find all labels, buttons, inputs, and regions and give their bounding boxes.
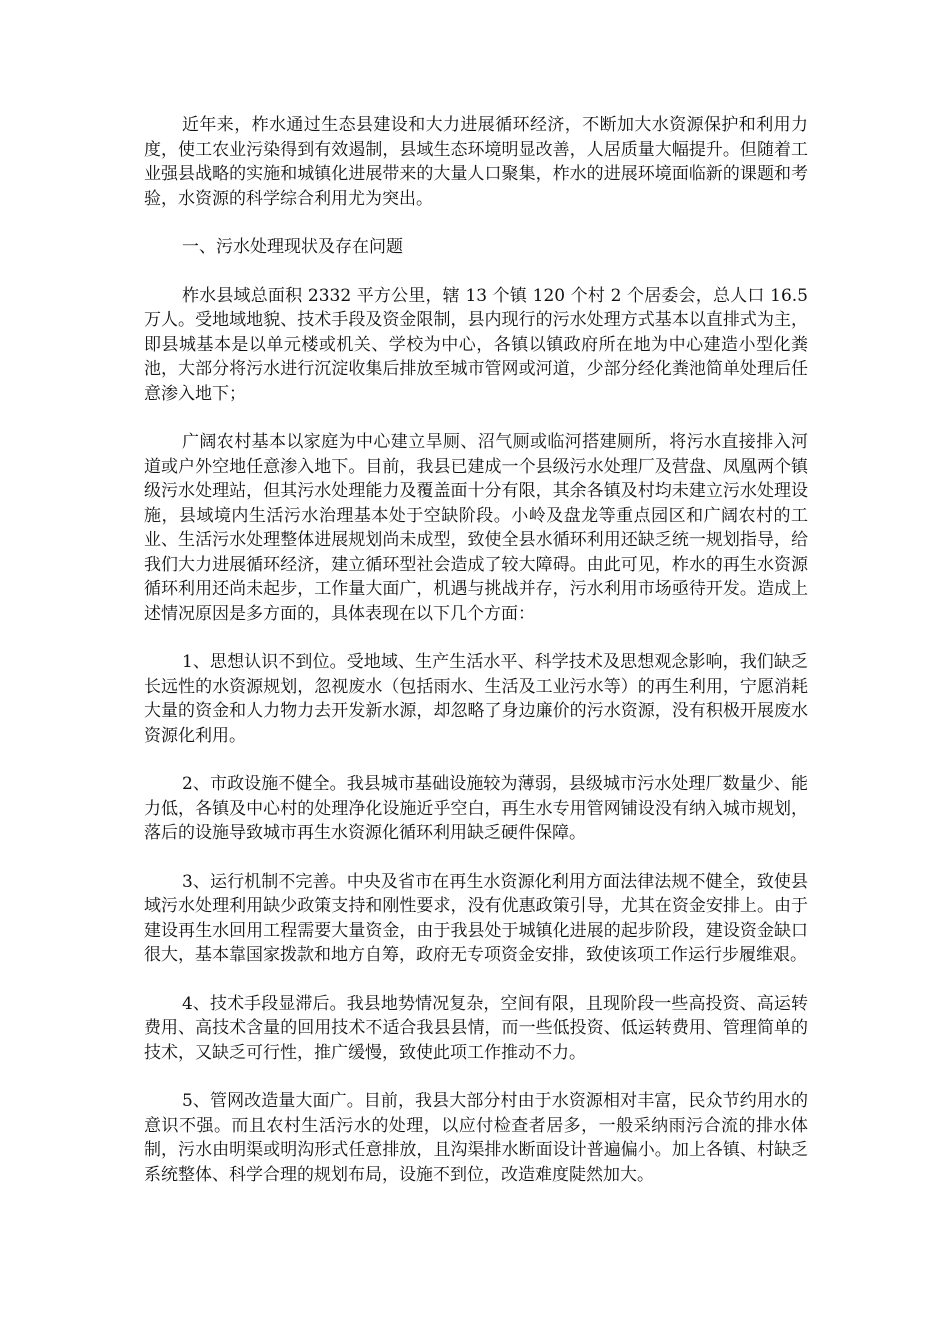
document-page bbox=[144, 113, 808, 1211]
intro-paragraph: 近年来，柞水通过生态县建设和大力进展循环经济，不断加大水资源保护和利用力度，使工农业污染得到有效遏制，县域生态环境明显改善，人居质量大幅提升。但随着工业强县战略的实施和城镇化进展带来的大量人口聚集，柞水的进展环境面临新的课题和考验，水资源的科学综合利用尤为突出。 bbox=[144, 115, 808, 209]
body-paragraph-6: 4、技术手段显滞后。我县地势情况复杂，空间有限，且现阶段一些高投资、高运转费用、高技术含量的回用技术不适合我县县情，而一些低投资、低运转费用、管理简单的技术，又缺乏可行性，推广缓慢，致使此项工作推动不力。 bbox=[144, 993, 808, 1063]
body-paragraph-5: 3、运行机制不完善。中央及省市在再生水资源化利用方面法律法规不健全，致使县域污水处理利用缺少政策支持和刚性要求，没有优惠政策引导，尤其在资金安排上。由于建设再生水回用工程需要大量资金，由于我县处于城镇化进展的起步阶段，建设资金缺口很大，基本靠国家拨款和地方自筹，政府无专项资金安排，致使该项工作运行步履维艰。 bbox=[144, 871, 808, 965]
body-paragraph-4: 2、市政设施不健全。我县城市基础设施较为薄弱，县级城市污水处理厂数量少、能力低，各镇及中心村的处理净化设施近乎空白，再生水专用管网铺设没有纳入城市规划，落后的设施导致城市再生水资源化循环利用缺乏硬件保障。 bbox=[144, 774, 808, 843]
body-paragraph-3: 1、思想认识不到位。受地域、生产生活水平、科学技术及思想观念影响，我们缺乏长远性的水资源规划，忽视废水（包括雨水、生活及工业污水等）的再生利用，宁愿消耗大量的资金和人力物力去开发新水源，却忽略了身边廉价的污水资源，没有积极开展废水资源化利用。 bbox=[144, 652, 808, 746]
body-paragraph-2: 广阔农村基本以家庭为中心建立旱厕、沼气厕或临河搭建厕所，将污水直接排入河道或户外空地任意渗入地下。目前，我县已建成一个县级污水处理厂及营盘、凤凰两个镇级污水处理站，但其污水处理能力及覆盖面十分有限，其余各镇及村均未建立污水处理设施，县域境内生活污水治理基本处于空缺阶段。小岭及盘龙等重点园区和广阔农村的工业、生活污水处理整体进展规划尚未成型，致使全县水循环利用还缺乏统一规划指导，给我们大力进展循环经济，建立循环型社会造成了较大障碍。由此可见，柞水的再生水资源循环利用还尚未起步，工作量大面广，机遇与挑战并存，污水利用市场亟待开发。造成上述情况原因是多方面的，具体表现在以下几个方面： bbox=[144, 432, 808, 624]
body-paragraph-7: 5、管网改造量大面广。目前，我县大部分村由于水资源相对丰富，民众节约用水的意识不强。而且农村生活污水的处理，以应付检查者居多，一般采纳雨污合流的排水体制，污水由明渠或明沟形式任意排放，且沟渠排水断面设计普遍偏小。加上各镇、村缺乏系统整体、科学合理的规划布局，设施不到位，改造难度陡然加大。 bbox=[144, 1091, 808, 1185]
section-heading: 一、污水处理现状及存在问题 bbox=[182, 237, 403, 257]
body-paragraph-1: 柞水县域总面积 2332 平方公里，辖 13 个镇 120 个村 2 个居委会，总人口 16.5 万人。受地域地貌、技术手段及资金限制，县内现行的污水处理方式基本以直排式为主，即县城基本是以单元楼或机关、学校为中心，各镇以镇政府所在地为中心建造小型化粪池，大部分将污水进行沉淀收集后排放至城市管网或河道，少部分经化粪池简单处理后任意渗入地下； bbox=[144, 285, 808, 404]
